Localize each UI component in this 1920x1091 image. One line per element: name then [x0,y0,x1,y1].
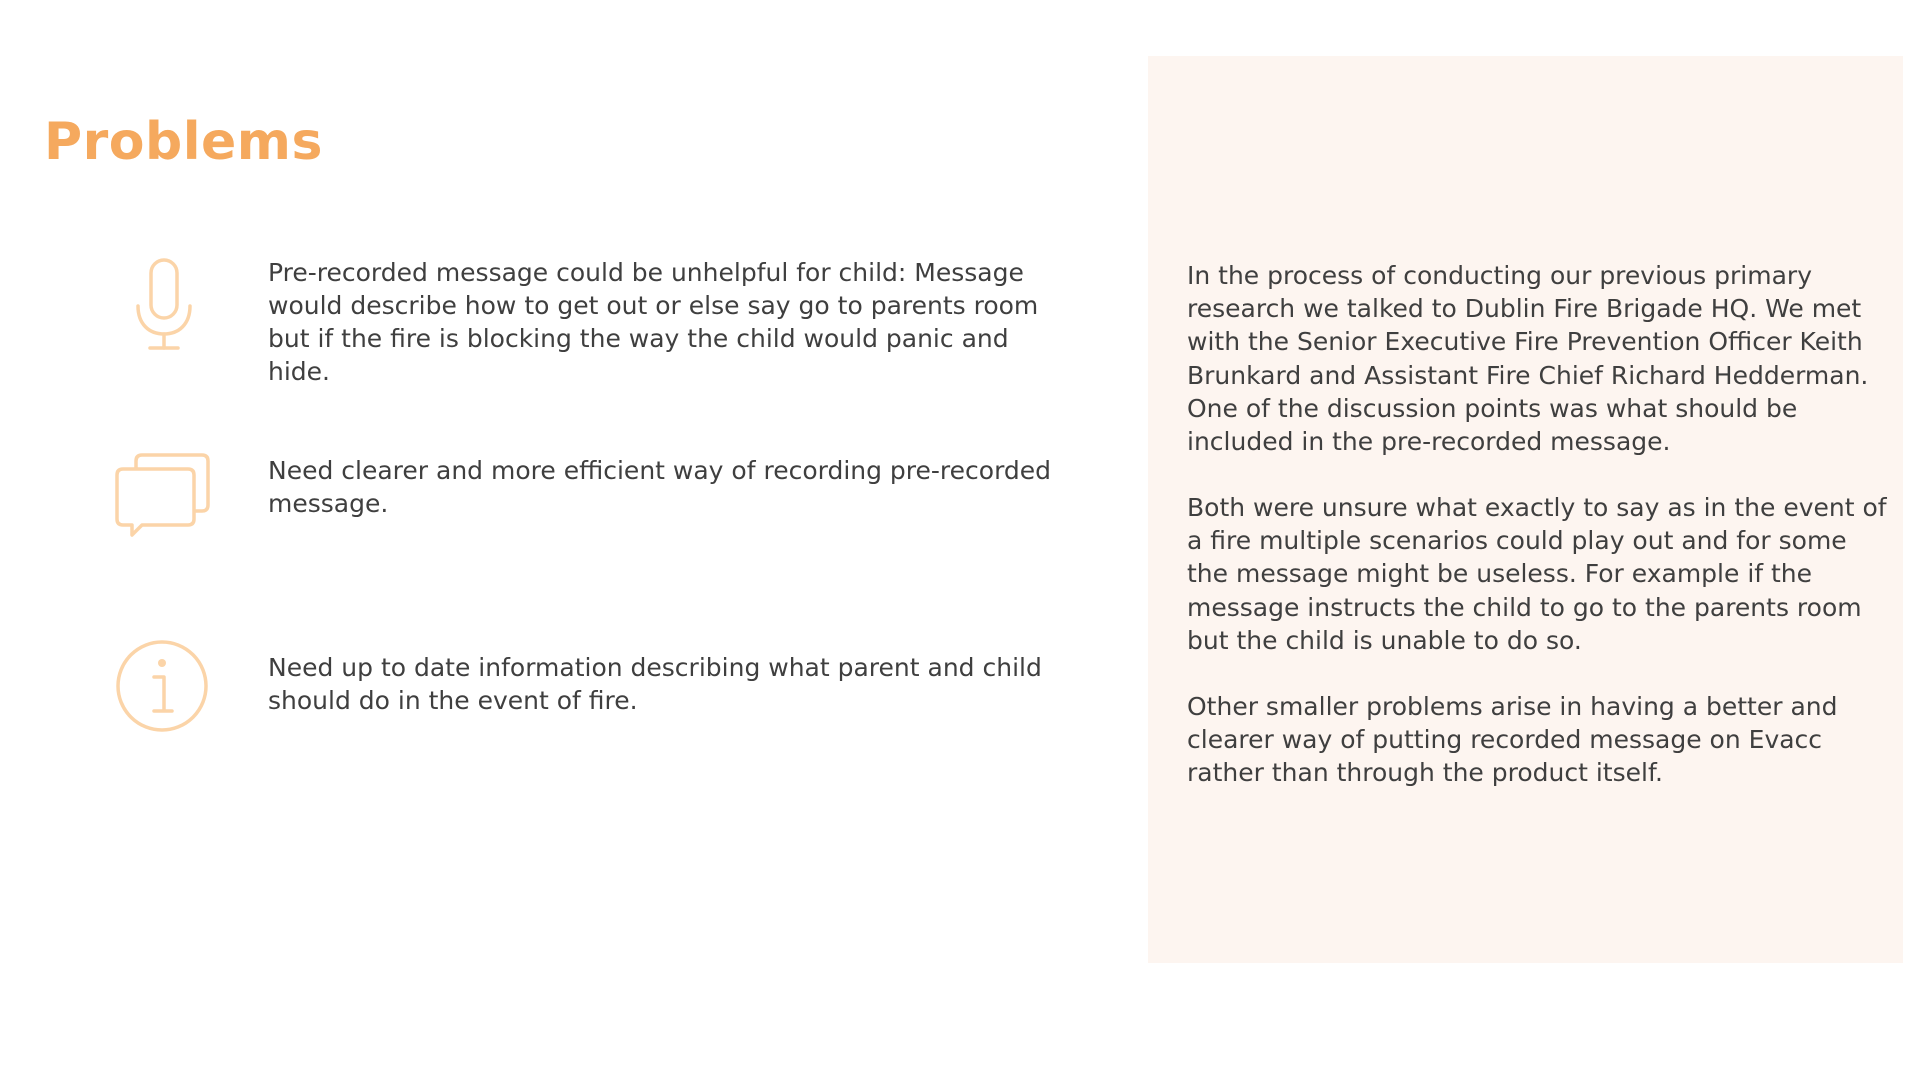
chat-bubbles-icon [114,449,214,549]
problem-text-3: Need up to date information describing what parent and child should do in the event of fire. [268,653,1042,715]
info-icon [112,636,212,736]
side-paragraph-1: In the process of conducting our previous primary research we talked to Dublin Fire Brigade HQ. We met with the Senior Executive Fire Prevention Officer Keith Brunkard and Assistant Fire Chief Richard Hedderman. One of the discussion points was what should be included in the pre-recorded message. [1187,261,1869,457]
microphone-icon [114,254,214,354]
problem-text-1: Pre-recorded message could be unhelpful for child: Message would describe how to get out or else say go to parents room but if the fire is blocking the way the child would panic and hide. [268,258,1039,386]
problem-text-2: Need clearer and more efficient way of recording pre-recorded message. [268,456,1052,518]
side-paragraph-2: Both were unsure what exactly to say as in the event of a fire multiple scenarios could play out and for some the message might be useless. For example if the message instructs the child to go to the parents room but the child is unable to do so. [1187,493,1887,655]
page-title: Problems [44,112,323,172]
side-paragraph-3: Other smaller problems arise in having a better and clearer way of putting recorded message on Evacc rather than through the product itself. [1187,692,1838,788]
